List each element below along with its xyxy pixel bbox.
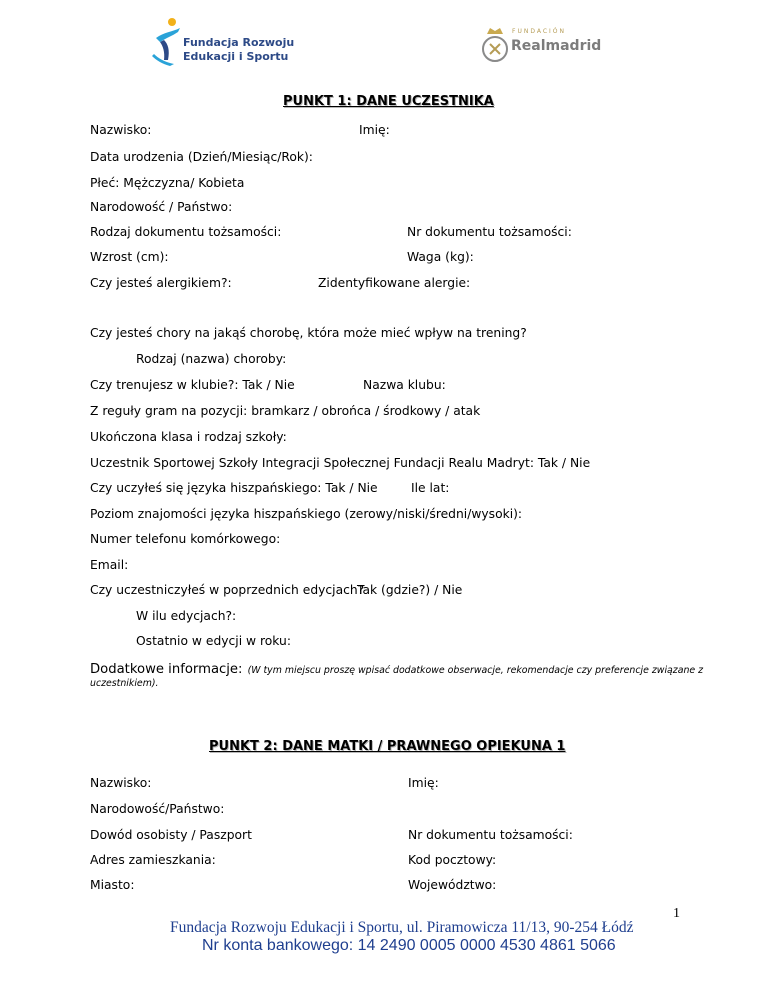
note-dodatkowe-2: uczestnikiem). [90,678,159,689]
page-number: 1 [673,906,680,921]
dodatkowe-informacje [90,658,703,677]
label-poprzednie: Czy uczestniczyłeś w poprzednich edycjach? [90,583,365,597]
label-nazwa-klubu: Nazwa klubu: [363,378,446,392]
label-opiekun-adres: Adres zamieszkania: [90,853,216,867]
label-tak-gdzie: Tak (gdzie?) / Nie [357,583,463,597]
label-pozycja: Z reguły gram na pozycji: bramkarz / obrońca / środkowy / atak [90,404,481,418]
fundacja-logo [150,14,295,70]
label-opiekun-nazwisko: Nazwisko: [90,776,152,790]
label-opiekun-miasto: Miasto: [90,878,135,892]
label-ile-lat: Ile lat: [411,481,450,495]
athlete-logo-icon [150,14,186,70]
footer-account: Nr konta bankowego: 14 2490 0005 0000 4530 4861 5066 [202,937,616,954]
label-narodowosc: Narodowość / Państwo: [90,200,233,214]
label-waga: Waga (kg): [407,250,474,264]
label-opiekun-wojewodztwo: Województwo: [408,878,497,892]
label-opiekun-narodowosc: Narodowość/Państwo: [90,802,225,816]
label-hiszpanski: Czy uczyłeś się języka hiszpańskiego: Tak / Nie [90,481,378,495]
label-imie: Imię: [359,123,390,137]
fundacion-label: FUNDACIÓN [512,28,567,35]
label-rodzaj-dokumentu: Rodzaj dokumentu tożsamości: [90,225,282,239]
section-1-heading: PUNKT 1: DANE UCZESTNIKA [283,94,494,109]
realmadrid-logo [482,24,602,68]
label-wzrost: Wzrost (cm): [90,250,169,264]
label-plec: Płeć: Mężczyzna/ Kobieta [90,176,245,190]
label-ostatnio: Ostatnio w edycji w roku: [136,634,291,648]
note-dodatkowe-1: (W tym miejscu proszę wpisać dodatkowe obserwacje, rekomendacje czy preferencje związane z [247,665,704,676]
label-poziom: Poziom znajomości języka hiszpańskiego (zerowy/niski/średni/wysoki): [90,507,523,521]
label-nr-dokumentu: Nr dokumentu tożsamości: [407,225,572,239]
label-alergie: Zidentyfikowane alergie: [318,276,471,290]
label-uczestnik-szkoly: Uczestnik Sportowej Szkoły Integracji Społecznej Fundacji Realu Madryt: Tak / Nie [90,456,591,470]
label-email: Email: [90,558,129,572]
footer-address: Fundacja Rozwoju Edukacji i Sportu, ul. Piramowicza 11/13, 90-254 Łódź [170,919,634,936]
label-nazwisko: Nazwisko: [90,123,152,137]
label-opiekun-imie: Imię: [408,776,439,790]
logo-line-2: Edukacji i Sportu [183,50,289,63]
logo-line-1: Fundacja Rozwoju [183,36,295,49]
label-alergik: Czy jesteś alergikiem?: [90,276,232,290]
label-klub: Czy trenujesz w klubie?: Tak / Nie [90,378,295,392]
realmadrid-label: Realmadrid [511,38,602,54]
label-rodzaj-choroby: Rodzaj (nazwa) choroby: [136,352,287,366]
label-opiekun-dowod: Dowód osobisty / Paszport [90,828,252,842]
label-ile-edycji: W ilu edycjach?: [136,609,237,623]
label-opiekun-kod: Kod pocztowy: [408,853,497,867]
crest-icon [482,24,508,64]
label-dodatkowe: Dodatkowe informacje: [90,662,243,677]
label-telefon: Numer telefonu komórkowego: [90,532,281,546]
label-opiekun-nr-dokumentu: Nr dokumentu tożsamości: [408,828,573,842]
label-choroba: Czy jesteś chory na jakąś chorobę, która może mieć wpływ na trening? [90,326,527,340]
section-2-heading: PUNKT 2: DANE MATKI / PRAWNEGO OPIEKUNA 1 [209,739,566,754]
label-data-urodzenia: Data urodzenia (Dzień/Miesiąc/Rok): [90,150,313,164]
label-szkola: Ukończona klasa i rodzaj szkoły: [90,430,287,444]
